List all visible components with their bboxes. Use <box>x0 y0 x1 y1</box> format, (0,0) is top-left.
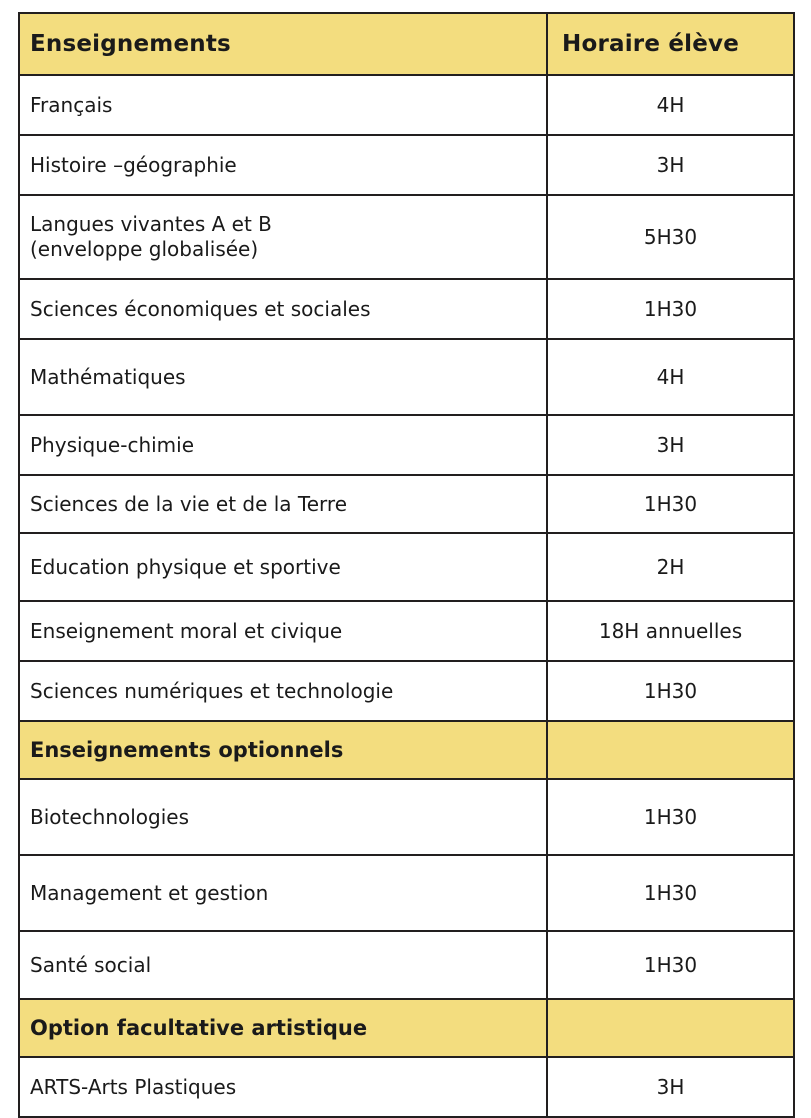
table-row <box>19 931 794 999</box>
table-row <box>19 475 794 533</box>
section-row-optional-courses <box>19 721 794 779</box>
table-row <box>19 339 794 415</box>
table-row <box>19 661 794 721</box>
subject-cell: Histoire –géographie <box>19 135 547 195</box>
course-hours-table <box>18 12 795 1118</box>
subject-cell: Enseignement moral et civique <box>19 601 547 661</box>
table-row <box>19 415 794 475</box>
subject-cell: Mathématiques <box>19 339 547 415</box>
hours-cell: 1H30 <box>547 475 794 533</box>
section-title-cell: Enseignements optionnels <box>19 721 547 779</box>
hours-cell: 4H <box>547 339 794 415</box>
column-header-subjects: Enseignements <box>19 13 547 75</box>
hours-cell: 1H30 <box>547 279 794 339</box>
subject-text-line1: Langues vivantes A et B <box>30 212 272 236</box>
hours-cell: 1H30 <box>547 779 794 855</box>
table-row <box>19 779 794 855</box>
subject-cell: Santé social <box>19 931 547 999</box>
section-title-cell: Option facultative artistique <box>19 999 547 1057</box>
subject-cell: Education physique et sportive <box>19 533 547 601</box>
section-hours-cell <box>547 999 794 1057</box>
table-row <box>19 533 794 601</box>
table-row <box>19 195 794 279</box>
table-row <box>19 855 794 931</box>
hours-cell: 1H30 <box>547 855 794 931</box>
hours-cell: 5H30 <box>547 195 794 279</box>
subject-cell: Management et gestion <box>19 855 547 931</box>
hours-cell: 18H annuelles <box>547 601 794 661</box>
subject-cell: Sciences économiques et sociales <box>19 279 547 339</box>
hours-cell: 3H <box>547 135 794 195</box>
subject-cell: Sciences numériques et technologie <box>19 661 547 721</box>
hours-cell: 2H <box>547 533 794 601</box>
subject-cell <box>19 195 547 279</box>
hours-cell: 1H30 <box>547 661 794 721</box>
section-hours-cell <box>547 721 794 779</box>
hours-cell: 3H <box>547 415 794 475</box>
subject-cell: Sciences de la vie et de la Terre <box>19 475 547 533</box>
hours-cell: 3H <box>547 1057 794 1117</box>
subject-cell: Français <box>19 75 547 135</box>
subject-cell: Biotechnologies <box>19 779 547 855</box>
hours-cell: 4H <box>547 75 794 135</box>
subject-cell: Physique-chimie <box>19 415 547 475</box>
table-header-row <box>19 13 794 75</box>
section-row-optional-arts <box>19 999 794 1057</box>
table-row <box>19 1057 794 1117</box>
table-row <box>19 75 794 135</box>
hours-cell: 1H30 <box>547 931 794 999</box>
subject-cell: ARTS-Arts Plastiques <box>19 1057 547 1117</box>
table-row <box>19 601 794 661</box>
subject-text-line2: (enveloppe globalisée) <box>30 237 259 261</box>
table-row <box>19 135 794 195</box>
column-header-hours: Horaire élève <box>547 13 794 75</box>
table-row <box>19 279 794 339</box>
